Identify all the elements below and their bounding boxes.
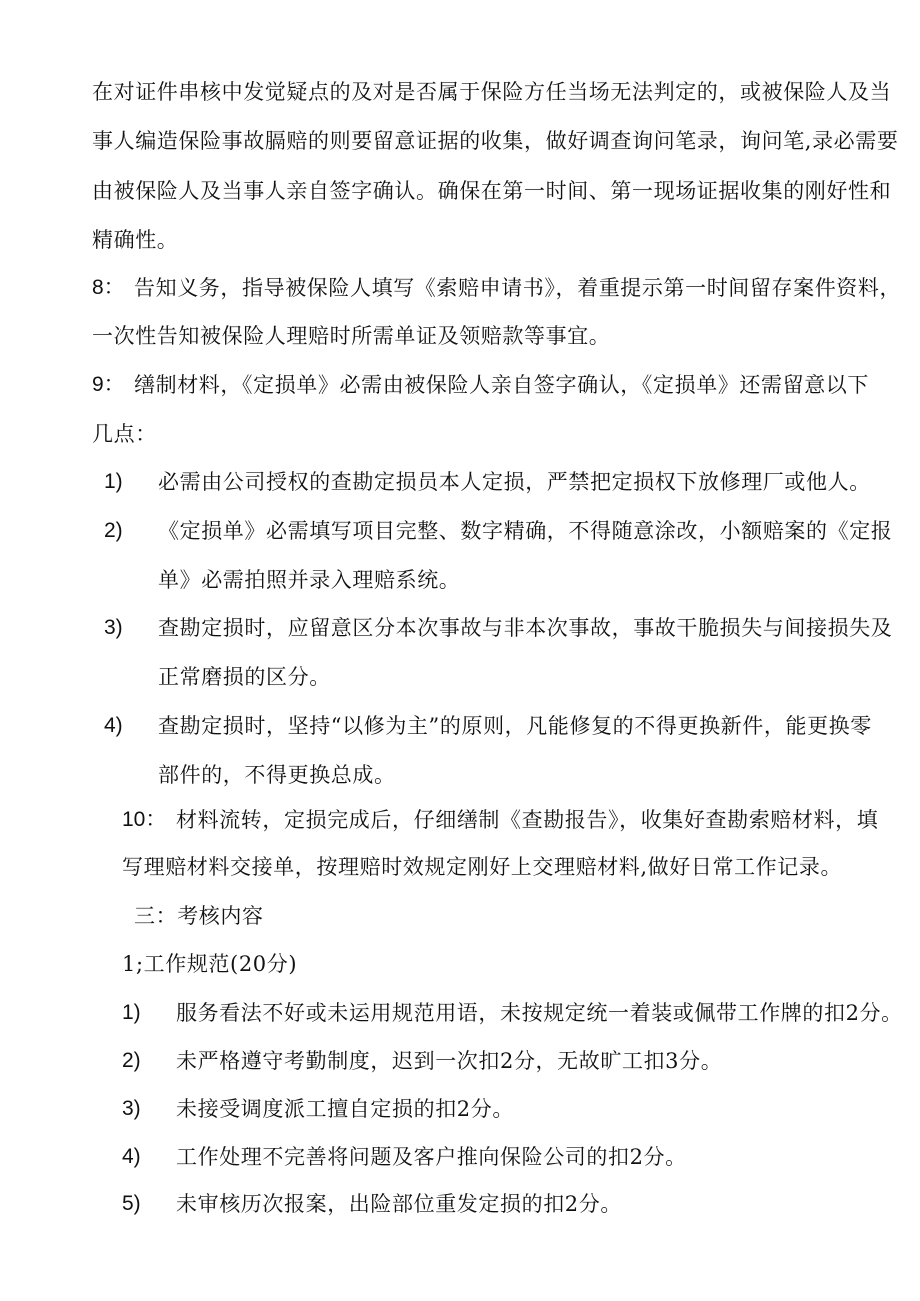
rule-2-text: 未严格遵守考勤制度，迟到一次扣2分，无故旷工扣3分。	[176, 1049, 723, 1073]
item-10-number: 10：	[122, 808, 167, 831]
sub-item-3-marker: 3)	[104, 616, 123, 639]
intro-line-3: 由被保险人及当事人亲自签字确认。确保在第一时间、第一现场证据收集的刚好性和	[92, 179, 892, 203]
sub-item-2-line-1: 《定损单》必需填写项目完整、数字精确，不得随意涂改，小额赔案的《定报	[158, 519, 893, 543]
intro-line-1: 在对证件串核中发觉疑点的及对是否属于保险方任当场无法判定的，或被保险人及当	[92, 80, 892, 104]
rule-5-text: 未审核历次报案，出险部位重发定损的扣2分。	[176, 1192, 622, 1216]
intro-line-4: 精确性。	[92, 228, 179, 252]
rule-4-text: 工作处理不完善将问题及客户推向保险公司的扣2分。	[176, 1145, 687, 1169]
sub-item-1-marker: 1)	[104, 470, 123, 493]
item-8-number: 8：	[92, 276, 125, 299]
item-10-line-1: 材料流转，定损完成后，仔细缮制《查勘报告》，收集好查勘索赔材料，填	[176, 808, 879, 832]
section-heading: 三：考核内容	[134, 904, 264, 928]
rule-3-marker: 3)	[122, 1097, 141, 1120]
section-subheading: 1;工作规范(20分)	[122, 952, 298, 976]
sub-item-4-line-1: 查勘定损时，坚持“以修为主”的原则，凡能修复的不得更换新件，能更换零	[158, 714, 872, 738]
sub-item-4-line-2: 部件的，不得更换总成。	[158, 763, 396, 787]
intro-line-2: 事人编造保险事故膈赔的则要留意证据的收集，做好调查询问笔录，询问笔,录必需要	[92, 129, 899, 153]
item-10-line-2: 写理赔材料交接单，按理赔时效规定刚好上交理赔材料,做好日常工作记录。	[122, 855, 843, 879]
rule-3-text: 未接受调度派工擅自定损的扣2分。	[176, 1097, 514, 1121]
sub-item-2-line-2: 单》必需拍照并录入理赔系统。	[158, 568, 461, 592]
rule-2-marker: 2)	[122, 1049, 141, 1072]
item-8-line-1: 告知义务，指导被保险人填写《索赔申请书》，着重提示第一时间留存案件资料，	[134, 276, 902, 300]
sub-item-3-line-1: 查勘定损时，应留意区分本次事故与非本次事故，事故干脆损失与间接损失及	[158, 616, 893, 640]
sub-item-2-marker: 2)	[104, 519, 123, 542]
rule-5-marker: 5)	[122, 1192, 141, 1215]
sub-item-1-line-1: 必需由公司授权的查勘定损员本人定损，严禁把定损权下放修理厂或他人。	[158, 470, 871, 494]
item-8-line-2: 一次性告知被保险人理赔时所需单证及领赔款等事宜。	[92, 324, 611, 348]
rule-4-marker: 4)	[122, 1145, 141, 1168]
rule-1-text: 服务看法不好或未运用规范用语，未按规定统一着装或佩带工作牌的扣2分。	[176, 1001, 903, 1025]
sub-item-3-line-2: 正常磨损的区分。	[158, 665, 331, 689]
item-9-line-2: 几点：	[92, 422, 157, 446]
item-9-number: 9：	[92, 373, 125, 396]
sub-item-4-marker: 4)	[104, 714, 123, 737]
item-9-line-1: 缮制材料，《定损单》必需由被保险人亲自签字确认，《定损单》还需留意以下	[134, 373, 869, 397]
rule-1-marker: 1)	[122, 1001, 141, 1024]
